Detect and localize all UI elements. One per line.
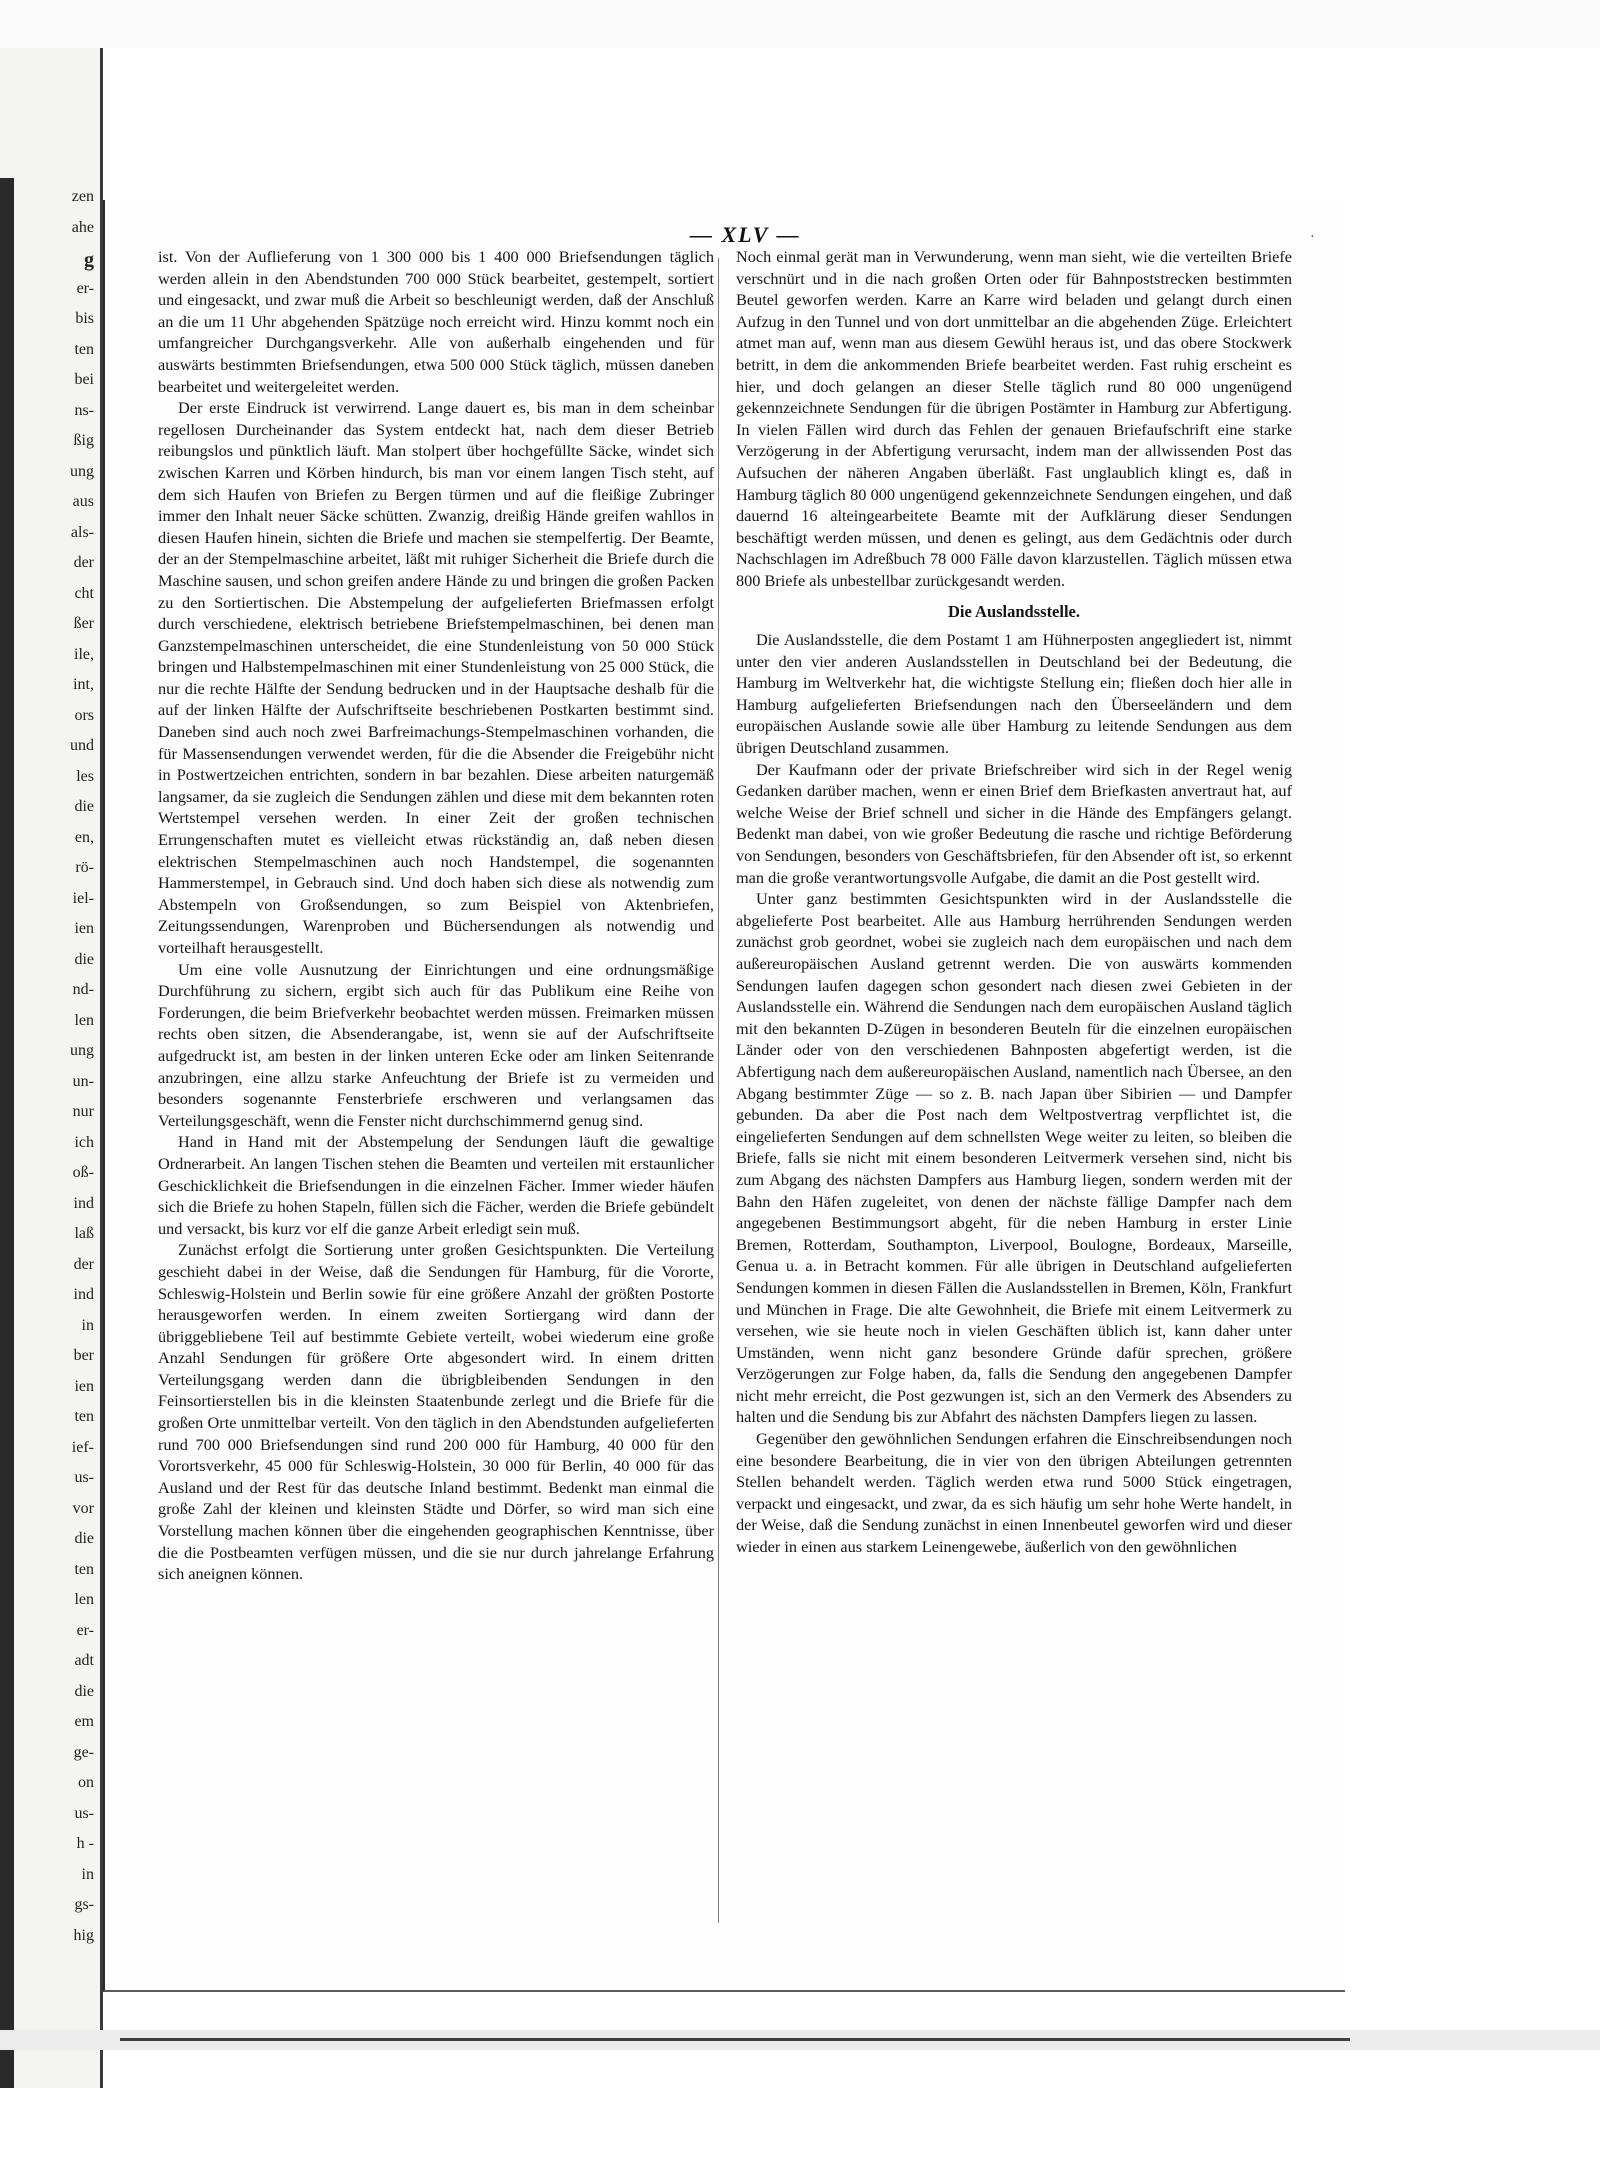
previous-page-fragment-line: un-: [72, 1072, 94, 1090]
previous-page-fragment-line: ien: [74, 1377, 94, 1395]
previous-page-fragment-line: ber: [73, 1347, 94, 1364]
paragraph: Um eine volle Ausnutzung der Einrichtungen und eine ordnungsmäßige Durchführung zu sichern, ergibt sich auch für das Publikum eine Reihe von Forderungen, die beim Briefverkehr beobachtet werden müssen. Freimarken müssen rechts oben sitzen, die Absenderangabe, ist, wenn sie auf der Aufschriftseite aufgedruckt ist, am besten in der linken unteren Ecke oder am linken Seitenrande anzubringen, eine allzu starke Anfeuchtung der Briefe ist zu vermeiden und besonders sogenannte Fensterbriefe erschweren und verlangsamen das Verteilungsgeschäft, wenn die Fenster nicht durchschimmernd genug sind.: [158, 959, 714, 1130]
previous-page-fragment-line: bis: [75, 310, 94, 327]
previous-page-fragment: [0, 48, 103, 2088]
previous-page-fragment-line: iel-: [72, 889, 94, 907]
margin-mark-top: ·: [1310, 230, 1315, 245]
previous-page-fragment-line: nd-: [72, 981, 94, 998]
section-heading: Die Auslandsstelle.: [947, 601, 1081, 621]
previous-page-fragment-line: us-: [74, 1469, 94, 1486]
previous-page-fragment-line: gs-: [74, 1896, 94, 1913]
previous-page-fragment-line: die: [74, 950, 94, 968]
previous-page-fragment-line: bei: [74, 371, 94, 388]
scan-top-margin: [0, 0, 1600, 48]
paragraph: ist. Von der Auflieferung von 1 300 000 bis 1 400 000 Briefsendungen täglich werden allein in den Abendstunden 700 000 Stück bearbeitet, gestempelt, sortiert und eingesackt, und zwar muß die Arbeit so beschleunigt werden, daß der Anschluß an die um 11 Uhr abgehenden Spätzüge noch erreicht wird. Hinzu kommt noch ein umfangreicher Durchgangsverkehr. Alle von außerhalb eingehenden und für auswärts bestimmten Briefsendungen, etwa 500 000 Stück täglich, müssen daneben bearbeitet und weitergeleitet werden.: [158, 247, 714, 396]
previous-page-fragment-line: ind: [73, 1194, 94, 1212]
previous-page-fragment-line: vor: [72, 1499, 94, 1517]
previous-page-fragment-line: on: [78, 1774, 94, 1791]
previous-page-fragment-line: rö-: [75, 859, 94, 876]
previous-page-fragment-line: der: [73, 554, 94, 571]
left-text-column: [158, 246, 714, 1585]
previous-page-fragment-line: ten: [74, 340, 94, 358]
book-spine-shadow: [0, 178, 14, 2088]
previous-page-fragment-line: in: [81, 1865, 94, 1883]
paragraph: Zunächst erfolgt die Sortierung unter großen Gesichtspunkten. Die Verteilung geschieht dabei in der Weise, daß die Sendungen für Hamburg, für die Vororte, Schleswig-Holstein und Berlin sowie für eine größere Anzahl der größten Postorte herausgeworfen werden. In einem zweiten Sortiergang wird dann der übriggebliebene Teil auf bestimmte Gebiete verteilt, wobei wiederum eine große Anzahl Sendungen für größere Orte abgesondert wird. In einem dritten Verteilungsgang werden dann die übrigbleibenden Sendungen in den Feinsortierstellen bis in die kleinsten Staatenbunde zerlegt und die Briefe für die großen Orte unmittelbar verteilt. Von den täglich in den Abendstunden aufgelieferten rund 700 000 Briefsendungen sind rund 200 000 für Hamburg, 40 000 für den Vorortsverkehr, 45 000 für Schleswig-Holstein, 30 000 für Berlin, 40 000 für das Ausland und der Rest für das deutsche Inland bestimmt. Bedenkt man einmal die große Zahl der kleinen und kleinsten Städte und Dörfer, so wird man sich eine Vorstellung machen können über die eingehenden geographischen Kenntnisse, über die die Postbeamten verfügen müssen, und die sie nur durch jahrelange Erfahrung sich aneignen können.: [158, 1240, 714, 1584]
previous-page-fragment-line: der: [73, 1255, 94, 1273]
previous-page-fragment-line: ßig: [73, 432, 94, 449]
previous-page-fragment-line: in: [81, 1316, 94, 1334]
previous-page-fragment-line: aus: [72, 493, 94, 510]
previous-page-fragment-line: len: [74, 1011, 94, 1029]
page-number: — XLV —: [690, 222, 801, 247]
previous-page-fragment-line: ten: [74, 1560, 94, 1578]
previous-page-fragment-line: ahe: [71, 218, 94, 236]
previous-page-fragment-line: cht: [74, 584, 94, 602]
previous-page-fragment-line: die: [74, 1682, 94, 1700]
previous-page-fragment-line: ßer: [73, 615, 94, 632]
previous-page-fragment-line: us-: [74, 1804, 94, 1822]
previous-page-fragment-line: em: [74, 1713, 94, 1730]
right-text-column: [736, 246, 1292, 1558]
previous-page-fragment-line: ich: [74, 1133, 94, 1151]
paragraph: Hand in Hand mit der Abstempelung der Sendungen läuft die gewaltige Ordnerarbeit. An langen Tischen stehen die Beamten und verteilen mit erstaunlicher Geschicklichkeit die Briefsendungen in die einzelnen Fächer. Immer wieder häufen sich die Briefe zu hohen Stapeln, füllen sich die Fächer, werden die Briefe gebündelt und versackt, bis kurz vor elf die ganze Arbeit erledigt sein muß.: [158, 1132, 714, 1238]
previous-page-fragment-line: len: [74, 1591, 94, 1608]
previous-page-fragment-line: int,: [73, 676, 94, 693]
page-bottom-edge: [120, 2038, 1350, 2041]
previous-page-fragment-line: hig: [73, 1926, 94, 1944]
column-divider: [718, 258, 719, 1923]
previous-page-fragment-line: g: [84, 249, 94, 271]
previous-page-fragment-line: ile,: [74, 645, 94, 663]
previous-page-fragment-line: oß-: [72, 1164, 94, 1181]
previous-page-fragment-line: ge-: [73, 1743, 94, 1761]
previous-page-fragment-line: adt: [74, 1652, 94, 1669]
previous-page-fragment-line: laß: [74, 1225, 94, 1242]
previous-page-fragment-line: les: [76, 767, 94, 785]
previous-page-fragment-line: h -: [76, 1835, 94, 1852]
previous-page-fragment-line: und: [70, 737, 94, 754]
paragraph: Der Kaufmann oder der private Briefschreiber wird sich in der Regel wenig Gedanken darüber machen, wenn er einen Brief dem Briefkasten anvertraut hat, auf welche Weise der Brief schnell und sicher in die Hände des Empfängers gelangt. Bedenkt man dabei, von wie großer Bedeutung die rasche und richtige Beförderung von Sendungen, besonders von Geschäftsbriefen, für den Absender oft ist, so erkennt man die große verantwortungsvolle Aufgabe, die damit an die Post gestellt wird.: [736, 759, 1292, 887]
paragraph: Gegenüber den gewöhnlichen Sendungen erfahren die Einschreibsendungen noch eine besondere Bearbeitung, die in vier von den übrigen Abteilungen getrennten Stellen behandelt werden. Täglich werden etwa rund 5000 Stück eingetragen, verpackt und eingesackt, und zwar, da es sich häufig um sehr hohe Werte handelt, in der Weise, daß die Sendung zunächst in einen Innenbeutel geworfen wird und dieser wieder in einen aus starkem Leinengewebe, äußerlich von den gewöhnlichen: [736, 1429, 1292, 1557]
previous-page-fragment-line: nur: [72, 1103, 94, 1120]
previous-page-fragment-line: ung: [70, 462, 94, 480]
previous-page-fragment-line: ns-: [74, 401, 94, 419]
previous-page-fragment-line: ten: [74, 1408, 94, 1425]
previous-page-fragment-line: als-: [70, 523, 94, 541]
paragraph: Der erste Eindruck ist verwirrend. Lange dauert es, bis man in dem scheinbar regellosen Durcheinander das System entdeckt hat, nach dem dieser Betrieb reibungslos und pünktlich läuft. Man stolpert über hochgefüllte Säcke, windet sich zwischen Karren und Körben hindurch, bis man vor einem langen Tisch steht, auf dem sich Haufen von Briefen zu Bergen türmen und auf die fleißige Zubringer immer den Inhalt neuer Säcke schütten. Zwanzig, dreißig Hände greifen wahllos in diesen Haufen hinein, sichten die Briefe und machen sie stempelfertig. Der Beamte, der an der Stempelmaschine arbeitet, läßt mit ruhiger Sicherheit die Briefe durch die Maschine sausen, und schon greifen andere Hände zu und bringen die großen Packen zu den Sortiertischen. Die Abstempelung der aufgelieferten Briefmassen erfolgt durch verschiedene, elektrisch betriebene Briefstempelmaschinen, bei denen man Ganzstempelmaschinen unterscheidet, die eine Stundenleistung von 50 000 Stück bringen und Halbstempelmaschinen mit einer Stundenleistung von 25 000 Stück, die nur die rechte Hälfte der Sendung bedrucken und in der Hauptsache deshalb für die auf der linken Hälfte der Aufschriftseite beschriebenen Postkarten bestimmt sind. Daneben sind auch noch zwei Barfreimachungs-Stempelmaschinen vorhanden, die für Massensendungen verwendet werden, für die die Absender die Freigebühr nicht in Postwertzeichen entrichten, sondern in bar bezahlen. Diese arbeiten naturgemäß langsamer, da sie zugleich die Sendungen zählen und diese mit dem bekannten roten Wertstempel versehen werden. In einer Zeit der großen technischen Errungenschaften mutet es vielleicht etwas rückständig an, daß neben diesen elektrischen Stempelmaschinen auch noch Handstempel, die sogenannten Hammerstempel, in Gebrauch sind. Und doch haben sich diese als notwendig zum Abstempeln von Großsendungen, so zum Beispiel von Aktenbriefen, Zeitungssendungen, Warenproben und Büchersendungen als notwendig und vorteilhaft herausgestellt.: [158, 398, 714, 957]
previous-page-fragment-line: ien: [74, 920, 94, 937]
previous-page-fragment-line: ung: [70, 1042, 94, 1059]
previous-page-fragment-line: die: [74, 1530, 94, 1547]
previous-page-fragment-line: er-: [76, 279, 94, 297]
previous-page-fragment-line: en,: [74, 828, 94, 846]
previous-page-fragment-line: zen: [71, 188, 94, 205]
paragraph: Noch einmal gerät man in Verwunderung, wenn man sieht, wie die verteilten Briefe verschnürt und in die nach großen Orten oder für Bahnpoststrecken bestimmten Beutel geworfen werden. Karre an Karre wird beladen und gelangt durch einen Aufzug in den Tunnel und von dort unmittelbar an die abgehenden Züge. Erleichtert atmet man auf, wenn man aus diesem Gewühl heraus ist, und das obere Stockwerk betritt, in dem die ankommenden Briefe bearbeitet werden. Fast ruhig erscheint es hier, und doch gelangen an dieser Stelle täglich rund 80 000 ungenügend gekennzeichnete Sendungen für die übrigen Postämter in Hamburg zur Abfertigung. In vielen Fällen wird durch das Fehlen der genauen Briefaufschrift eine starke Verzögerung in der Abfertigung verursacht, indem man der allwissenden Post das Aufsuchen der näheren Angaben überläßt. Fast unglaublich klingt es, daß in Hamburg täglich 80 000 ungenügend gekennzeichnete Sendungen eingehen, und daß dauernd 16 alteingearbeitete Beamte mit der Aufklärung dieser Sendungen beschäftigt werden müssen, und denen es gelingt, aus dem Gedächtnis oder durch Nachschlagen im Adreßbuch 78 000 Fälle davon klarzustellen. Täglich müssen etwa 800 Briefe als unbestellbar zurückgesandt werden.: [736, 247, 1292, 590]
paragraph: Unter ganz bestimmten Gesichtspunkten wird in der Auslandsstelle die abgelieferte Post bearbeitet. Alle aus Hamburg herrührenden Sendungen werden zunächst grob geordnet, wobei sie zugleich nach dem europäischen und nach dem außereuropäischen Ausland getrennt werden. Die von auswärts kommenden Sendungen laufen dagegen schon gesondert nach diesen zwei Gebieten in der Auslandsstelle ein. Während die Sendungen nach dem europäischen Ausland täglich mit den bekannten D-Zügen in besonderen Beuteln für die einzelnen europäischen Länder oder von den verschiedenen Bahnposten abgefertigt werden, ist die Abfertigung nach dem außereuropäischen Ausland, namentlich nach Übersee, an den Abgang bestimmter Züge — so z. B. nach Japan über Sibirien — und Dampfer gebunden. Da aber die Post nach dem Weltpostvertrag verpflichtet ist, die eingelieferten Sendungen auf dem schnellsten Wege weiter zu leiten, so bleiben die Briefe, falls sie nicht mit einem besonderen Leitvermerk versehen sind, nicht bis zum Abgang des nächsten Dampfers aus Hamburg liegen, sondern werden mit der Bahn den Häfen zugeleitet, von denen der nächste fällige Dampfer nach dem angegebenen Bestimmungsort abgeht, für die neben Hamburg in erster Linie Bremen, Rotterdam, Southampton, Liverpool, Boulogne, Bordeaux, Marseille, Genua u. a. in Betracht kommen. Für alle übrigen in Deutschland aufgelieferten Sendungen kommen in diesen Fällen die Auslandsstellen in Bremen, Köln, Frankfurt und München in Frage. Die alte Gewohnheit, die Briefe mit einem Leitvermerk zu versehen, wie sie heute noch in vielen Geschäften üblich ist, kann daher unter Umständen, wenn nicht ganz besondere Gründe dafür sprechen, größere Verzögerungen zur Folge haben, da, falls die Sendung den angegebenen Dampfer nicht mehr erreicht, die Post gezwungen ist, sich an den Vermerk des Absenders zu halten und die Sendung bis zur Abfahrt des nächsten Dampfers liegen zu lassen.: [736, 889, 1292, 1427]
previous-page-fragment-line: er-: [76, 1621, 94, 1639]
paragraph: Die Auslandsstelle, die dem Postamt 1 am Hühnerposten angegliedert ist, nimmt unter den vier anderen Auslandsstellen in Deutschland bei der Bedeutung, die Hamburg im Weltverkehr hat, die wichtigste Stellung ein; fließen doch hier alle in Hamburg aufgelieferten Briefsendungen nach den Überseeländern und dem europäischen Auslande sowie alle über Hamburg zu leitende Sendungen aus dem übrigen Deutschland zusammen.: [736, 630, 1292, 758]
previous-page-fragment-line: ors: [74, 706, 94, 724]
previous-page-fragment-line: die: [74, 798, 94, 815]
previous-page-fragment-line: ind: [73, 1286, 94, 1303]
previous-page-fragment-line: ief-: [71, 1438, 94, 1456]
